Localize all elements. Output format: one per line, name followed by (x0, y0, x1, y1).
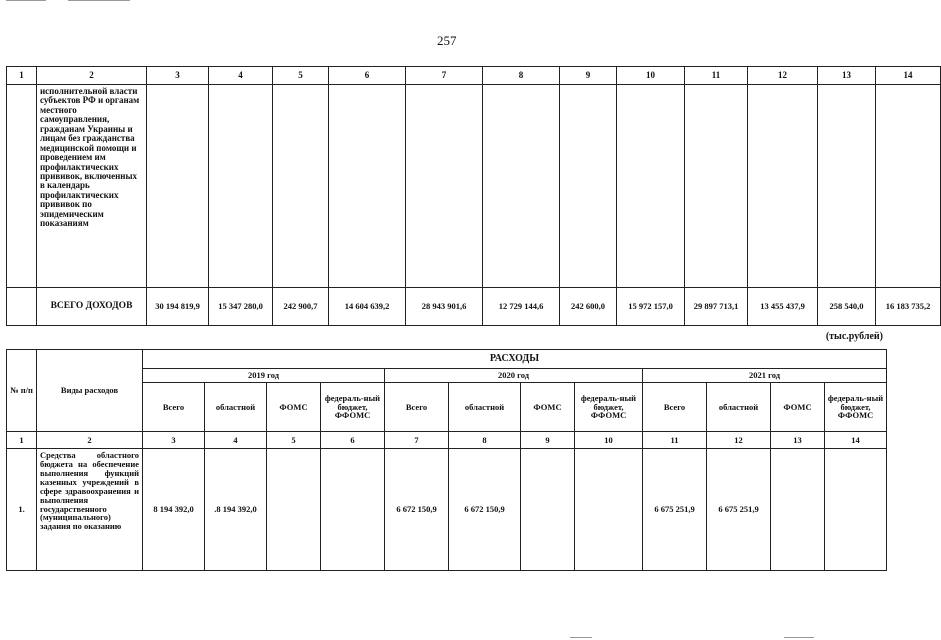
empty-cell (876, 85, 941, 288)
column-number: 12 (748, 67, 818, 85)
total-value: 242 900,7 (273, 288, 329, 326)
row-value: 6 672 150,9 (385, 449, 449, 571)
total-value: 15 972 157,0 (617, 288, 685, 326)
row-value: 6 675 251,9 (707, 449, 771, 571)
empty-cell (329, 85, 406, 288)
subheader: Всего (385, 383, 449, 432)
row-number: 1. (7, 449, 37, 571)
total-value: 30 194 819,9 (147, 288, 209, 326)
total-value: 28 943 901,6 (406, 288, 483, 326)
column-number: 4 (209, 67, 273, 85)
row-value (267, 449, 321, 571)
subheader: областной (707, 383, 771, 432)
subheader: ФОМС (521, 383, 575, 432)
subheader: областной (205, 383, 267, 432)
column-number: 13 (818, 67, 876, 85)
units-label: (тыс.рублей) (825, 331, 883, 342)
column-number: 14 (876, 67, 941, 85)
empty-cell (7, 288, 37, 326)
subheader: федераль-ный бюджет, ФФОМС (321, 383, 385, 432)
scan-mark (68, 0, 130, 1)
column-number: 8 (483, 67, 560, 85)
row-value (825, 449, 887, 571)
column-number: 12 (707, 432, 771, 449)
total-value: 13 455 437,9 (748, 288, 818, 326)
total-row (7, 288, 941, 326)
total-value: 258 540,0 (818, 288, 876, 326)
scan-mark (6, 0, 46, 1)
subheader: ФОМС (267, 383, 321, 432)
subheader: областной (449, 383, 521, 432)
revenue-table (6, 66, 941, 326)
column-number: 14 (825, 432, 887, 449)
number-header: № п/п (7, 350, 37, 432)
total-value: 16 183 735,2 (876, 288, 941, 326)
expenses-title: РАСХОДЫ (143, 350, 887, 369)
subheader: федераль-ный бюджет, ФФОМС (575, 383, 643, 432)
year-header: 2021 год (643, 369, 887, 383)
scan-mark (570, 637, 592, 638)
row-value (771, 449, 825, 571)
continued-text: исполнительной власти субъектов РФ и органам местного самоуправления, гражданам Украины и лицам без гражданства медицинской помощи и проведением им профилактических прививок, включенных в календарь профилактических прививок по эпидемическим показаниям (37, 85, 147, 288)
empty-cell (147, 85, 209, 288)
row-value (575, 449, 643, 571)
column-number: 2 (37, 67, 147, 85)
column-number: 4 (205, 432, 267, 449)
empty-cell (7, 85, 37, 288)
row-kind: Средства областного бюджета на обеспечение выполнения функций казенных учреждений в сфере здравоохранения и выполнения государственного (муниципального) задания по оказанию (37, 449, 143, 571)
column-numbers-row (7, 432, 887, 449)
row-value: 6 672 150,9 (449, 449, 521, 571)
column-number: 11 (643, 432, 707, 449)
row-value (521, 449, 575, 571)
subheader: Всего (143, 383, 205, 432)
column-number: 11 (685, 67, 748, 85)
empty-cell (617, 85, 685, 288)
empty-cell (483, 85, 560, 288)
empty-cell (406, 85, 483, 288)
row-value: .8 194 392,0 (205, 449, 267, 571)
empty-cell (685, 85, 748, 288)
column-number: 3 (143, 432, 205, 449)
row-value: 6 675 251,9 (643, 449, 707, 571)
column-numbers-row (7, 67, 941, 85)
title-row (7, 350, 887, 369)
row-value: 8 194 392,0 (143, 449, 205, 571)
continued-row (7, 85, 941, 288)
column-number: 5 (267, 432, 321, 449)
column-number: 2 (37, 432, 143, 449)
scan-mark (784, 637, 814, 638)
column-number: 10 (575, 432, 643, 449)
empty-cell (209, 85, 273, 288)
column-number: 9 (521, 432, 575, 449)
column-number: 8 (449, 432, 521, 449)
column-number: 7 (406, 67, 483, 85)
total-value: 14 604 639,2 (329, 288, 406, 326)
empty-cell (273, 85, 329, 288)
empty-cell (818, 85, 876, 288)
column-number: 9 (560, 67, 617, 85)
column-number: 7 (385, 432, 449, 449)
empty-cell (560, 85, 617, 288)
row-value (321, 449, 385, 571)
table-row (7, 449, 887, 571)
total-value: 29 897 713,1 (685, 288, 748, 326)
total-value: 242 600,0 (560, 288, 617, 326)
column-number: 6 (321, 432, 385, 449)
subheader: Всего (643, 383, 707, 432)
column-number: 10 (617, 67, 685, 85)
year-header: 2020 год (385, 369, 643, 383)
subheader: ФОМС (771, 383, 825, 432)
page-number: 257 (437, 33, 457, 48)
expenses-table (6, 349, 887, 571)
total-value: 12 729 144,6 (483, 288, 560, 326)
column-number: 5 (273, 67, 329, 85)
empty-cell (748, 85, 818, 288)
column-number: 1 (7, 67, 37, 85)
column-number: 3 (147, 67, 209, 85)
total-label: ВСЕГО ДОХОДОВ (37, 288, 147, 326)
column-number: 1 (7, 432, 37, 449)
column-number: 6 (329, 67, 406, 85)
subheader: федераль-ный бюджет, ФФОМС (825, 383, 887, 432)
total-value: 15 347 280,0 (209, 288, 273, 326)
kind-header: Виды расходов (37, 350, 143, 432)
column-number: 13 (771, 432, 825, 449)
year-header: 2019 год (143, 369, 385, 383)
